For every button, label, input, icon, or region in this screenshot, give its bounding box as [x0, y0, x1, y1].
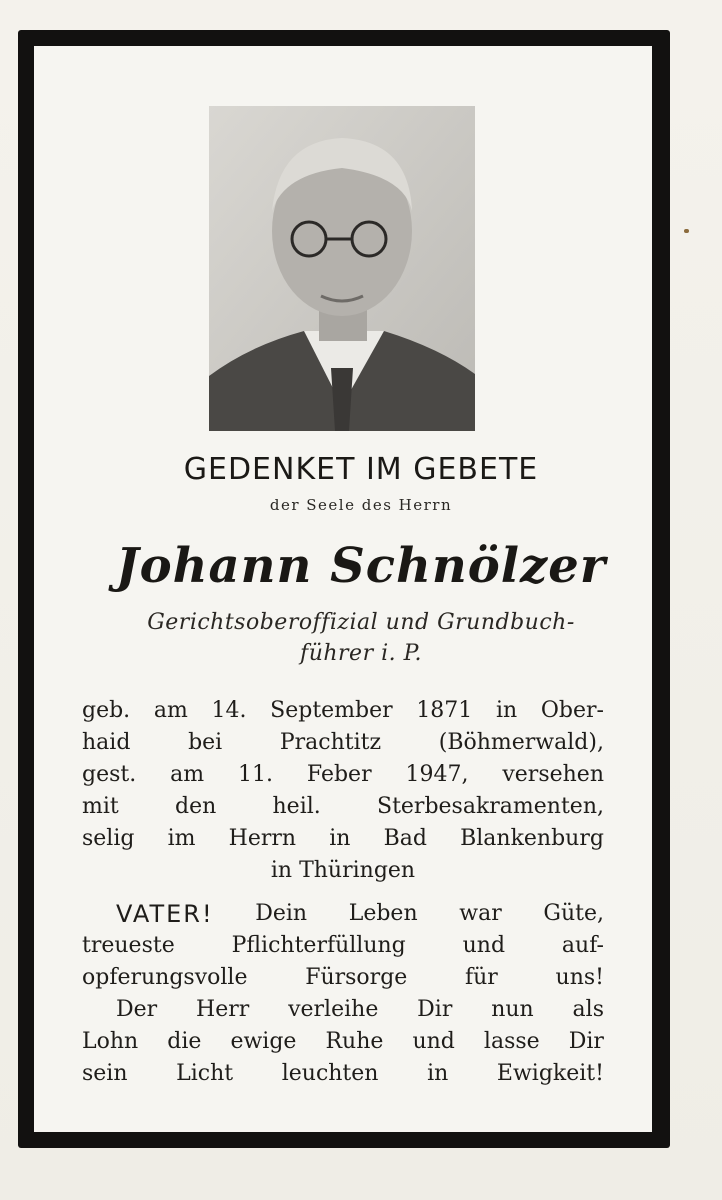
verse-line [82, 898, 604, 930]
word: Prachtitz [279, 730, 382, 755]
occupation-line-2: führer i. P. [300, 641, 422, 666]
word: Leben [348, 901, 418, 926]
bio-line-last: in Thüringen [270, 858, 416, 883]
verse-first-word: VATER! [116, 900, 214, 928]
bio-line [82, 823, 604, 855]
word: selig [82, 826, 135, 851]
word: in [495, 698, 518, 723]
portrait-photo [209, 106, 475, 431]
word: Bad [383, 826, 427, 851]
word: opferungsvolle [82, 965, 248, 990]
word: Der [116, 997, 158, 1022]
word: Sterbesakramenten, [377, 794, 604, 819]
card-heading: GEDENKET IM GEBETE [183, 452, 539, 487]
occupation-line-1: Gerichtsoberoffizial und Grundbuch- [147, 610, 575, 635]
word: auf- [561, 933, 604, 958]
word: und [412, 1029, 455, 1054]
verse-line [82, 1058, 604, 1090]
word: Pflichterfüllung [231, 933, 406, 958]
word: (Böhmerwald), [438, 730, 604, 755]
verse-line [82, 994, 604, 1026]
word: Blankenburg [460, 826, 604, 851]
word: Dein [255, 901, 308, 926]
word: als [572, 997, 604, 1022]
word: war [459, 901, 502, 926]
word: in [329, 826, 351, 851]
word: nun [491, 997, 534, 1022]
word: 11. [238, 762, 273, 787]
word: Dir [417, 997, 453, 1022]
verse-line [82, 930, 604, 962]
word: Herrn [228, 826, 297, 851]
word: Ober- [540, 698, 604, 723]
word: sein [82, 1061, 128, 1086]
word: Ewigkeit! [496, 1061, 604, 1086]
word: September [270, 698, 393, 723]
word: Licht [176, 1061, 234, 1086]
word: Ruhe [325, 1029, 384, 1054]
word: Lohn [82, 1029, 139, 1054]
word: 1871 [416, 698, 473, 723]
deceased-name: Johann Schnölzer [115, 538, 607, 594]
bio-line [82, 727, 604, 759]
word: geb. [82, 698, 131, 723]
word: bei [188, 730, 223, 755]
word: treueste [82, 933, 175, 958]
word: Feber [306, 762, 372, 787]
word: Dir [568, 1029, 604, 1054]
word: mit [82, 794, 119, 819]
word: versehen [502, 762, 604, 787]
card-subheading: der Seele des Herrn [269, 496, 453, 514]
word: leuchten [281, 1061, 379, 1086]
word: lasse [483, 1029, 540, 1054]
word: am [153, 698, 188, 723]
word: verleihe [288, 997, 379, 1022]
word: Fürsorge [305, 965, 408, 990]
word: im [167, 826, 196, 851]
word: Güte, [543, 901, 604, 926]
word: 14. [211, 698, 247, 723]
word: und [462, 933, 506, 958]
word: die [167, 1029, 202, 1054]
word: 1947, [405, 762, 469, 787]
verse-line [82, 962, 604, 994]
bio-line [82, 791, 604, 823]
word: heil. [272, 794, 321, 819]
word: haid [82, 730, 131, 755]
word: ewige [230, 1029, 297, 1054]
word: den [174, 794, 217, 819]
word: in [427, 1061, 449, 1086]
word: Herr [196, 997, 250, 1022]
verse-line [82, 1026, 604, 1058]
word: uns! [555, 965, 604, 990]
memorial-verse [82, 898, 604, 1090]
word: für [465, 965, 498, 990]
word: am [170, 762, 205, 787]
bio-line [82, 695, 604, 727]
paper-speck [684, 229, 689, 233]
biography [82, 695, 604, 887]
word: gest. [82, 762, 137, 787]
bio-line [82, 759, 604, 791]
